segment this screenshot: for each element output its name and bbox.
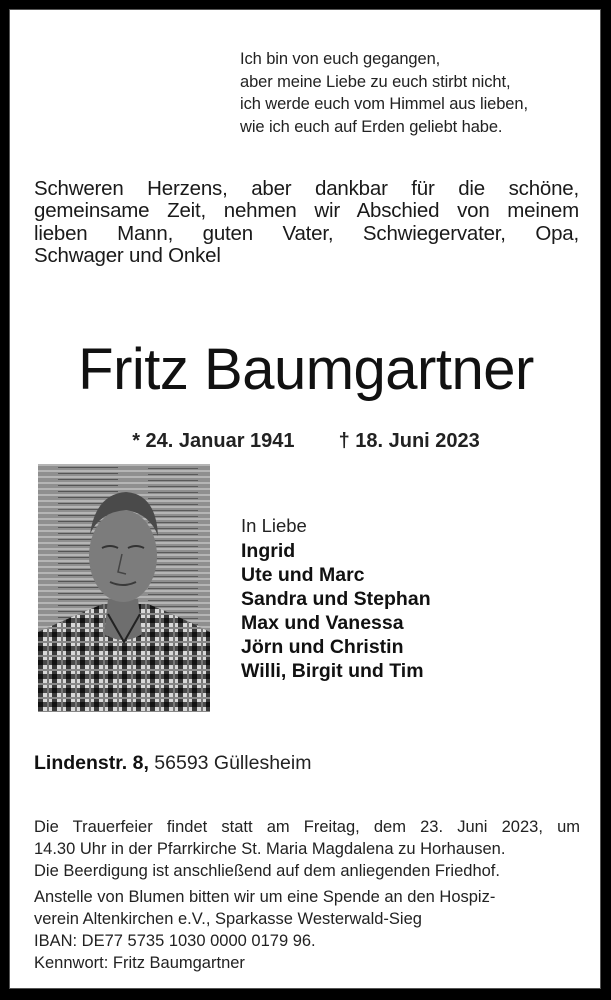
donation-line: verein Altenkirchen e.V., Sparkasse Westerwald-Sieg [34,910,422,928]
mourner: Sandra und Stephan [241,588,431,610]
address-street: Lindenstr. 8, [34,752,149,774]
intro-line: Schwager und Onkel [34,243,221,267]
portrait-photo [38,464,210,712]
mourner: Willi, Birgit und Tim [241,660,424,682]
poem-line: Ich bin von euch gegangen, [240,50,441,68]
service-line: Die Beerdigung ist anschließend auf dem anliegenden Friedhof. [34,862,500,880]
donation-line: Anstelle von Blumen bitten wir um eine Spende an den Hospiz- [34,888,496,906]
birth-date: * 24. Januar 1941 [132,430,295,452]
poem [240,48,528,138]
donation-info [34,886,495,974]
in-love-label: In Liebe [241,515,307,536]
poem-line: aber meine Liebe zu euch stirbt nicht, [240,72,511,91]
mourner: Max und Vanessa [241,612,404,634]
intro-line: Schweren Herzens, aber dankbar für die schöne, [34,177,579,200]
mourners-list [241,513,431,683]
life-dates [10,430,602,453]
keyword: Kennwort: Fritz Baumgartner [34,954,245,972]
poem-line: wie ich euch auf Erden geliebt habe. [240,117,503,136]
obituary-notice [9,9,601,989]
mourner: Ingrid [241,540,296,562]
intro-line: gemeinsame Zeit, nehmen wir Abschied von meinem [34,199,579,223]
intro-text [34,178,579,267]
service-line: Die Trauerfeier findet statt am Freitag, dem 23. Juni 2023, um [34,818,580,836]
mourner: Jörn und Christin [241,636,404,658]
address [34,752,311,775]
iban: IBAN: DE77 5735 1030 0000 0179 96. [34,932,316,950]
portrait-image [38,464,210,712]
address-city: 56593 Güllesheim [154,752,312,774]
deceased-name: Fritz Baumgartner [78,337,534,402]
intro-line: lieben Mann, guten Vater, Schwiegervater, Opa, [34,221,579,245]
mourner: Ute und Marc [241,564,365,586]
death-date: † 18. Juni 2023 [338,430,480,452]
poem-line: ich werde euch vom Himmel aus lieben, [240,95,528,113]
funeral-service-info [34,816,580,882]
service-line: 14.30 Uhr in der Pfarrkirche St. Maria Magdalena zu Horhausen. [34,840,506,858]
